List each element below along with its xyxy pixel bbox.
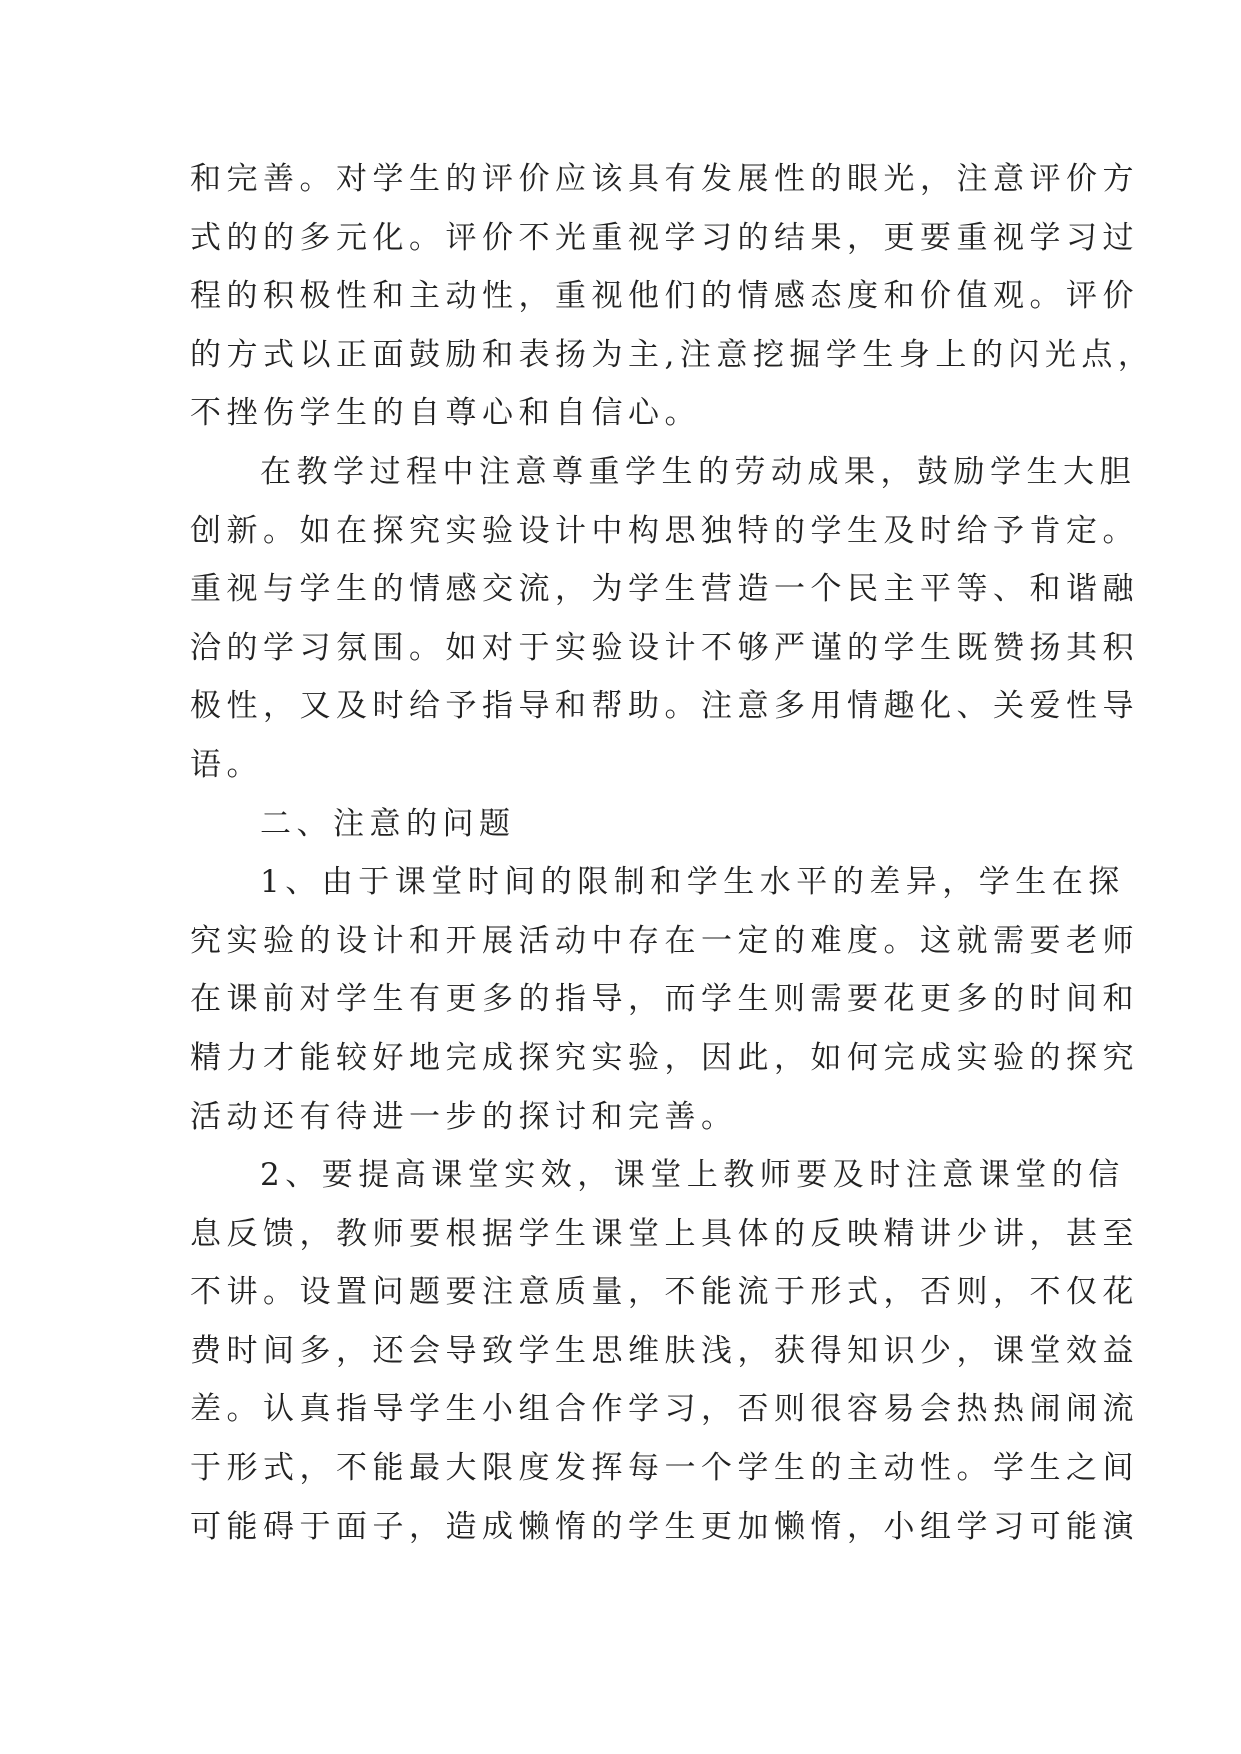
text-line: 二、注意的问题 <box>260 805 516 842</box>
text-line: 活动还有待进一步的探讨和完善。 <box>190 1098 738 1135</box>
text-line: 不挫伤学生的自尊心和自信心。 <box>190 395 701 432</box>
text-line: 在教学过程中注意尊重学生的劳动成果，鼓励学生大胆 <box>260 453 1136 490</box>
document-body <box>190 150 1155 1556</box>
text-line: 创新。如在探究实验设计中构思独特的学生及时给予肯定。 <box>190 512 1139 549</box>
text-line: 极性，又及时给予指导和帮助。注意多用情趣化、关爱性导 <box>190 688 1139 725</box>
text-line: 式的的多元化。评价不光重视学习的结果，更要重视学习过 <box>190 219 1139 256</box>
text-line: 程的积极性和主动性，重视他们的情感态度和价值观。评价 <box>190 278 1139 315</box>
text-line: 可能碍于面子，造成懒惰的学生更加懒惰，小组学习可能演 <box>190 1508 1139 1545</box>
text-line: 在课前对学生有更多的指导，而学生则需要花更多的时间和 <box>190 981 1139 1018</box>
text-line: 不讲。设置问题要注意质量，不能流于形式，否则，不仅花 <box>190 1274 1139 1311</box>
text-line: 差。认真指导学生小组合作学习，否则很容易会热热闹闹流 <box>190 1391 1139 1428</box>
text-line: 费时间多，还会导致学生思维肤浅，获得知识少，课堂效益 <box>190 1332 1139 1369</box>
text-line: 于形式，不能最大限度发挥每一个学生的主动性。学生之间 <box>190 1450 1139 1487</box>
text-line: 语。 <box>190 746 263 783</box>
text-line: 精力才能较好地完成探究实验，因此，如何完成实验的探究 <box>190 1039 1139 1076</box>
text-line: 2、要提高课堂实效，课堂上教师要及时注意课堂的信 <box>260 1157 1125 1194</box>
text-line: 1、由于课堂时间的限制和学生水平的差异，学生在探 <box>260 864 1125 901</box>
text-line: 的方式以正面鼓励和表扬为主,注意挖掘学生身上的闪光点， <box>190 336 1155 373</box>
text-line: 洽的学习氛围。如对于实验设计不够严谨的学生既赞扬其积 <box>190 629 1139 666</box>
text-line: 和完善。对学生的评价应该具有发展性的眼光，注意评价方 <box>190 161 1139 197</box>
text-line: 息反馈，教师要根据学生课堂上具体的反映精讲少讲，甚至 <box>190 1215 1139 1252</box>
text-line: 重视与学生的情感交流，为学生营造一个民主平等、和谐融 <box>190 571 1139 608</box>
text-line: 究实验的设计和开展活动中存在一定的难度。这就需要老师 <box>190 922 1139 959</box>
